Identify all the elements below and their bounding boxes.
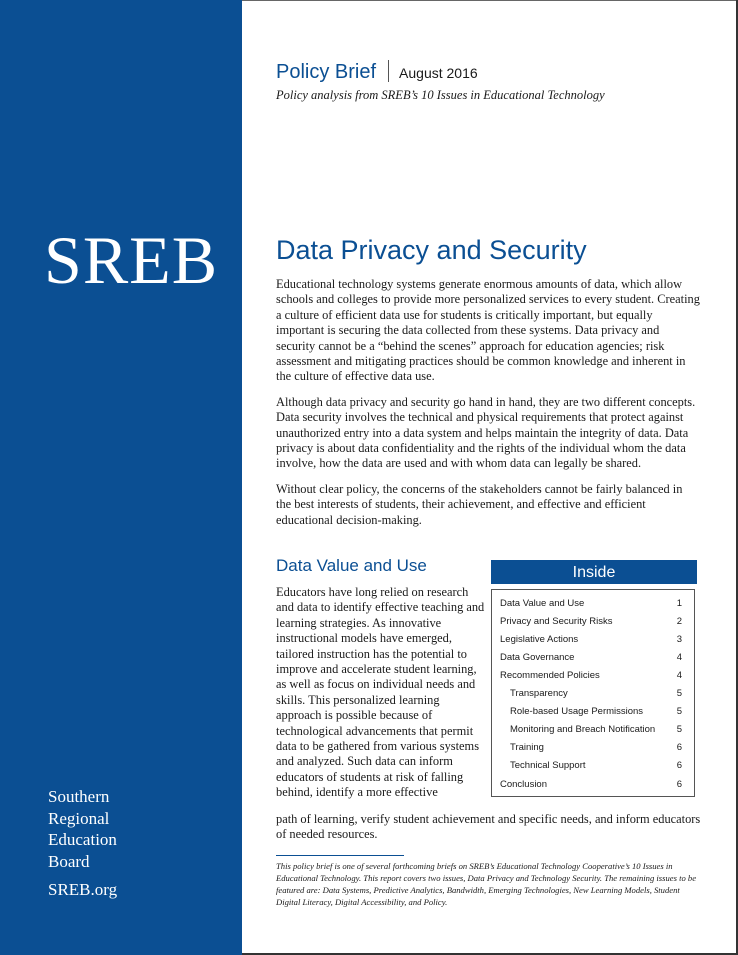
- toc-page: 6: [676, 742, 682, 753]
- toc-page: 4: [676, 670, 682, 681]
- toc-item[interactable]: [500, 779, 682, 790]
- toc-label: Data Governance: [500, 652, 575, 663]
- intro-section: [276, 277, 700, 538]
- org-name-line: Board: [48, 851, 90, 871]
- toc-label: Role-based Usage Permissions: [510, 706, 644, 717]
- toc-page: 5: [676, 706, 682, 717]
- org-name-line: Regional: [48, 808, 110, 828]
- toc-label: Technical Support: [510, 760, 586, 771]
- toc-page: 1: [676, 598, 682, 609]
- brief-date: August 2016: [399, 65, 478, 81]
- toc-item[interactable]: [500, 634, 682, 645]
- intro-paragraph: Educational technology systems generate enormous amounts of data, which allow schools and colleges to provide more personalized services to every student. Creating a culture of efficient data use for students is critically important, but equally important is securing the data collected from these systems. Data privacy and security cannot be a “behind the scenes” approach for education agencies; risk assessment and mitigating practices should be common knowledge and inherent in the culture of effective data use.: [276, 277, 700, 384]
- toc-page: 3: [676, 634, 682, 645]
- intro-paragraph: Without clear policy, the concerns of the stakeholders cannot be fairly balanced in the best interests of students, their achievement, and effective and efficient educational decision-making.: [276, 481, 683, 527]
- inside-box-title: Inside: [491, 560, 697, 584]
- toc-label: Training: [510, 742, 544, 753]
- organization-name: [48, 786, 117, 872]
- brief-subtitle: Policy analysis from SREB’s 10 Issues in Educational Technology: [276, 88, 605, 102]
- toc-subitem[interactable]: [510, 742, 682, 753]
- section-paragraph-continued: path of learning, verify student achievement and specific needs, and inform educators of needed resources.: [276, 812, 701, 842]
- toc-subitem[interactable]: [510, 724, 682, 735]
- toc-page: 2: [676, 616, 682, 627]
- section-title: Data Value and Use: [276, 556, 427, 575]
- toc-label: Privacy and Security Risks: [500, 616, 613, 627]
- brief-type: Policy Brief: [276, 61, 377, 83]
- toc-label: Data Value and Use: [500, 598, 585, 609]
- section-paragraph: Educators have long relied on research and data to identify effective teaching and learning strategies. As innovative instructional models have emerged, tailored instruction has the potential to improve and accelerate student learning, as well as focus on individual needs and skills. This personalized learning approach is possible because of technological advancements that permit data to be gathered from various systems and analyzed. Such data can inform educators of students at risk of falling behind, identify a more effective: [276, 585, 485, 800]
- page-title: Data Privacy and Security: [276, 235, 587, 265]
- toc-item[interactable]: [500, 616, 682, 627]
- org-name-line: Education: [48, 830, 117, 849]
- toc-label: Recommended Policies: [500, 670, 600, 681]
- table-of-contents: [491, 589, 695, 797]
- brief-header: [276, 56, 478, 84]
- toc-label: Transparency: [510, 688, 568, 699]
- toc-label: Monitoring and Breach Notification: [510, 724, 656, 735]
- toc-page: 5: [676, 724, 682, 735]
- toc-subitem[interactable]: [510, 706, 682, 717]
- toc-item[interactable]: [500, 652, 682, 663]
- org-name-line: Southern: [48, 787, 110, 806]
- toc-subitem[interactable]: [510, 760, 682, 771]
- sreb-logo: SREB: [44, 222, 219, 298]
- header-divider: [388, 60, 389, 82]
- toc-item[interactable]: [500, 670, 682, 681]
- website-link[interactable]: SREB.org: [48, 880, 118, 899]
- toc-label: Conclusion: [500, 779, 547, 790]
- page-border-top: [242, 0, 738, 1]
- toc-page: 6: [676, 779, 682, 790]
- footnote-divider: [276, 855, 404, 856]
- footnote: This policy brief is one of several forthcoming briefs on SREB’s Educational Technology Cooperative’s 10 Issues in Educational Technology. This report covers two issues, Data Privacy and Technology Security. The remaining issues to be featured are: Data Systems, Predictive Analytics, Bandwidth, Emerging Technologies, New Learning Models, Student Digital Literacy, Digital Accessibility, and Policy.: [276, 861, 697, 907]
- intro-paragraph: Although data privacy and security go hand in hand, they are two different concepts. Data security involves the technical and physical requirements that protect against unauthorized entry into a data system and helps maintain the integrity of data. Data privacy is about data confidentiality and the rights of the individual whom the data involve, how the data are used and with whom data can legally be shared.: [276, 394, 696, 471]
- toc-subitem[interactable]: [510, 688, 682, 699]
- sidebar: [0, 0, 242, 955]
- toc-page: 5: [676, 688, 682, 699]
- toc-label: Legislative Actions: [500, 634, 579, 645]
- toc-item[interactable]: [500, 598, 682, 609]
- toc-page: 6: [676, 760, 682, 771]
- toc-page: 4: [676, 652, 682, 663]
